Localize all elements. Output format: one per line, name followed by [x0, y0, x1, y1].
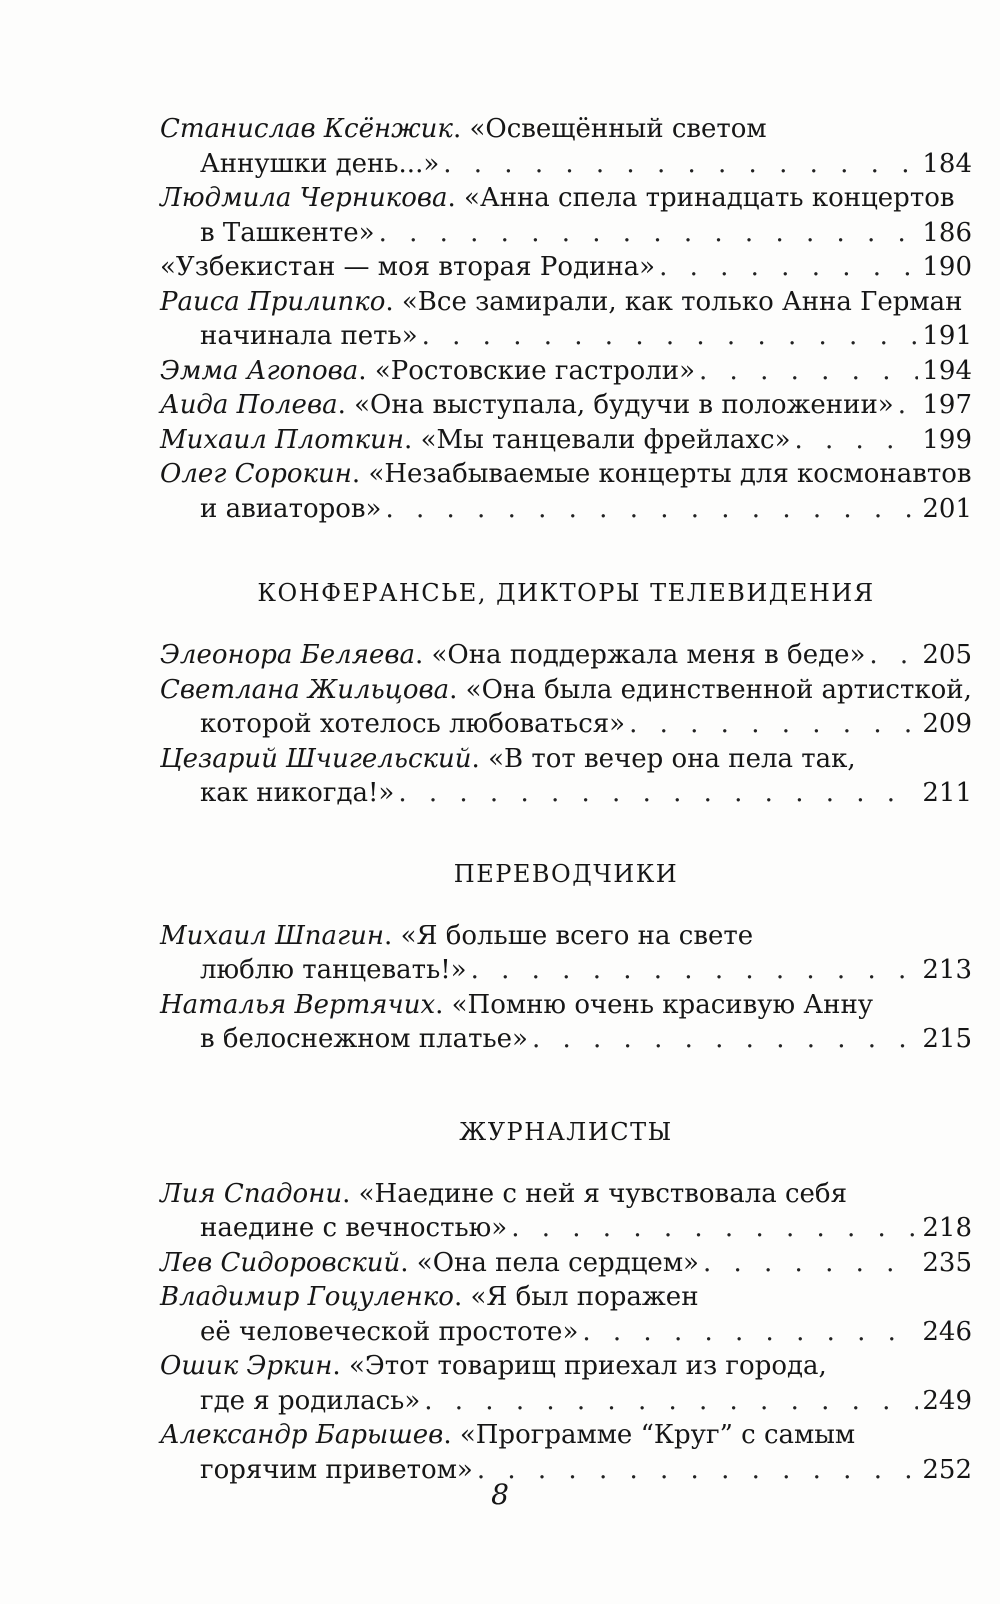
entry-page-number: 186: [922, 217, 972, 248]
entry-title-continued: в белоснежном платье»: [200, 1024, 528, 1054]
entry-page-number: 201: [922, 493, 972, 524]
entry-page-number: 246: [922, 1316, 972, 1347]
entry-title: «Узбекистан — моя вторая Родина»: [160, 252, 656, 282]
entry-author: Цезарий Шчигельский: [160, 743, 472, 774]
entry-title: «Она была единственной артисткой,: [465, 674, 972, 705]
toc-entry: Светлана Жильцова . «Она была единственной артисткой, которой хотелось любоваться» . . . 209: [160, 673, 972, 742]
leader-dots: [869, 638, 918, 673]
toc-entry: Станислав Ксёнжик . «Освещённый светом Аннушки день...» . . . 184: [160, 112, 972, 181]
toc-entry: Эмма Агопова . «Ростовские гастроли» . . . 194: [160, 354, 972, 389]
entry-author: Михаил Шпагин: [160, 920, 385, 951]
toc-entry: Аида Полева . «Она выступала, будучи в положении» . . . 197: [160, 388, 972, 423]
entry-author: Владимир Гоцуленко: [160, 1282, 454, 1312]
entry-title: «Ростовские гастроли»: [374, 355, 696, 386]
toc-section: [160, 112, 972, 526]
entry-title: «Мы танцевали фрейлахс»: [420, 424, 791, 455]
entry-title-continued: горячим приветом»: [200, 1454, 473, 1485]
toc-entry: Элеонора Беляева . «Она поддержала меня в беде» . . . 205: [160, 638, 972, 673]
entry-page-number: 190: [922, 252, 972, 282]
entry-author: Ошик Эркин: [160, 1351, 333, 1381]
leader-dots: [659, 250, 918, 285]
entry-title: «Все замирали, как только Анна Герман: [401, 286, 963, 317]
entry-title: «Я был поражен: [470, 1282, 699, 1312]
leader-dots: [422, 319, 919, 354]
entry-author: Людмила Черникова: [160, 183, 448, 213]
page-number: 8: [491, 1478, 509, 1511]
toc-entry: Лев Сидоровский . «Она пела сердцем» . . . 235: [160, 1246, 972, 1281]
leader-dots: [629, 707, 918, 742]
leader-dots: [511, 1211, 918, 1246]
entry-page-number: 191: [922, 321, 972, 351]
leader-dots: [699, 354, 918, 389]
entry-title-continued: начинала петь»: [200, 321, 418, 351]
toc-entry: Людмила Черникова . «Анна спела тринадцать концертов в Ташкенте» . . . 186: [160, 181, 972, 250]
entry-page-number: 184: [922, 148, 972, 179]
toc-entry: Наталья Вертячих . «Помню очень красивую Анну в белоснежном платье» . . . 215: [160, 988, 972, 1057]
leader-dots: [379, 216, 919, 251]
entry-page-number: 194: [922, 355, 972, 386]
section-heading: ЖУРНАЛИСТЫ: [459, 1117, 673, 1146]
entry-title: «Я больше всего на свете: [400, 920, 754, 951]
entry-author: Элеонора Беляева: [160, 640, 415, 670]
entry-page-number: 205: [922, 640, 972, 670]
entry-author: Александр Барышев: [160, 1420, 444, 1450]
entry-author: Станислав Ксёнжик: [160, 114, 453, 144]
entry-page-number: 235: [922, 1247, 972, 1278]
leader-dots: [794, 423, 918, 458]
leader-dots: [703, 1246, 918, 1281]
entry-title: «Она выступала, будучи в положении»: [354, 390, 894, 420]
toc-entry: Раиса Прилипко . «Все замирали, как только Анна Герман начинала петь» . . . 191: [160, 285, 972, 354]
leader-dots: [471, 953, 919, 988]
entry-author: Лев Сидоровский: [160, 1247, 401, 1278]
entry-title: «Помню очень красивую Анну: [451, 989, 874, 1020]
leader-dots: [532, 1022, 918, 1057]
entry-author: Раиса Прилипко: [160, 286, 386, 317]
entry-title-continued: которой хотелось любоваться»: [200, 709, 626, 739]
toc-section: [160, 1115, 972, 1488]
leader-dots: [385, 492, 918, 527]
entry-page-number: 249: [922, 1385, 972, 1416]
entry-author: Олег Сорокин: [160, 459, 352, 489]
toc-entry: [160, 250, 972, 285]
entry-page-number: 209: [922, 709, 972, 739]
entry-author: Михаил Плоткин: [160, 424, 405, 455]
toc-section: [160, 857, 972, 1057]
entry-title-continued: Аннушки день...»: [200, 148, 440, 179]
entry-page-number: 218: [922, 1213, 972, 1243]
entry-author: Аида Полева: [160, 390, 338, 420]
entry-title: «Наедине с ней я чувствовала себя: [358, 1178, 847, 1209]
entry-author: Светлана Жильцова: [160, 674, 450, 705]
entry-title-continued: в Ташкенте»: [200, 217, 375, 248]
toc-entry: Олег Сорокин . «Незабываемые концерты для космонавтов и авиаторов» . . . 201: [160, 457, 972, 526]
toc-entry: Лия Спадони . «Наедине с ней я чувствовала себя наедине с вечностью» . . . 218: [160, 1177, 972, 1246]
entry-title-continued: наедине с вечностью»: [200, 1213, 508, 1243]
entry-author: Наталья Вертячих: [160, 989, 436, 1020]
entry-page-number: 211: [922, 778, 972, 808]
entry-page-number: 215: [922, 1024, 972, 1054]
toc-entry: Цезарий Шчигельский . «В тот вечер она пела так, как никогда!» . . . 211: [160, 742, 972, 811]
leader-dots: [443, 147, 918, 182]
entry-page-number: 252: [922, 1454, 972, 1485]
entry-author: Эмма Агопова: [160, 355, 359, 386]
entry-title: «Она пела сердцем»: [416, 1247, 699, 1278]
entry-title: «Незабываемые концерты для космонавтов: [368, 459, 972, 489]
entry-page-number: 213: [922, 955, 972, 985]
toc-entry: Александр Барышев . «Программе “Круг” с самым горячим приветом» . . . 252: [160, 1418, 972, 1487]
section-heading: КОНФЕРАНСЬЕ, ДИКТОРЫ ТЕЛЕВИДЕНИЯ: [257, 579, 875, 607]
toc-entry: Владимир Гоцуленко . «Я был поражен её человеческой простоте» . . . 246: [160, 1280, 972, 1349]
toc-entry: Михаил Шпагин . «Я больше всего на свете люблю танцевать!» . . . 213: [160, 919, 972, 988]
entry-title-continued: где я родилась»: [200, 1385, 421, 1416]
entry-title: «Этот товарищ приехал из города,: [348, 1351, 827, 1381]
leader-dots: [898, 388, 919, 423]
entry-title-continued: как никогда!»: [200, 778, 395, 808]
entry-title: «Освещённый светом: [469, 114, 767, 144]
entry-title-continued: люблю танцевать!»: [200, 955, 467, 985]
entry-title: «В тот вечер она пела так,: [488, 743, 856, 774]
toc-entry: Ошик Эркин . «Этот товарищ приехал из города, где я родилась» . . . 249: [160, 1349, 972, 1418]
toc-section: [160, 576, 972, 811]
leader-dots: [582, 1315, 918, 1350]
toc-entry: Михаил Плоткин . «Мы танцевали фрейлахс» . . . 199: [160, 423, 972, 458]
table-of-contents: [160, 112, 972, 1487]
entry-title: «Анна спела тринадцать концертов: [464, 183, 955, 213]
entry-author: Лия Спадони: [160, 1178, 343, 1209]
leader-dots: [424, 1384, 918, 1419]
section-heading: ПЕРЕВОДЧИКИ: [453, 859, 679, 888]
entry-page-number: 199: [922, 424, 972, 455]
entry-title-continued: её человеческой простоте»: [200, 1316, 579, 1347]
leader-dots: [398, 776, 918, 811]
entry-title: «Она поддержала меня в беде»: [431, 640, 866, 670]
entry-title: «Программе “Круг” с самым: [459, 1420, 856, 1450]
entry-title-continued: и авиаторов»: [200, 493, 382, 524]
entry-page-number: 197: [922, 390, 972, 420]
